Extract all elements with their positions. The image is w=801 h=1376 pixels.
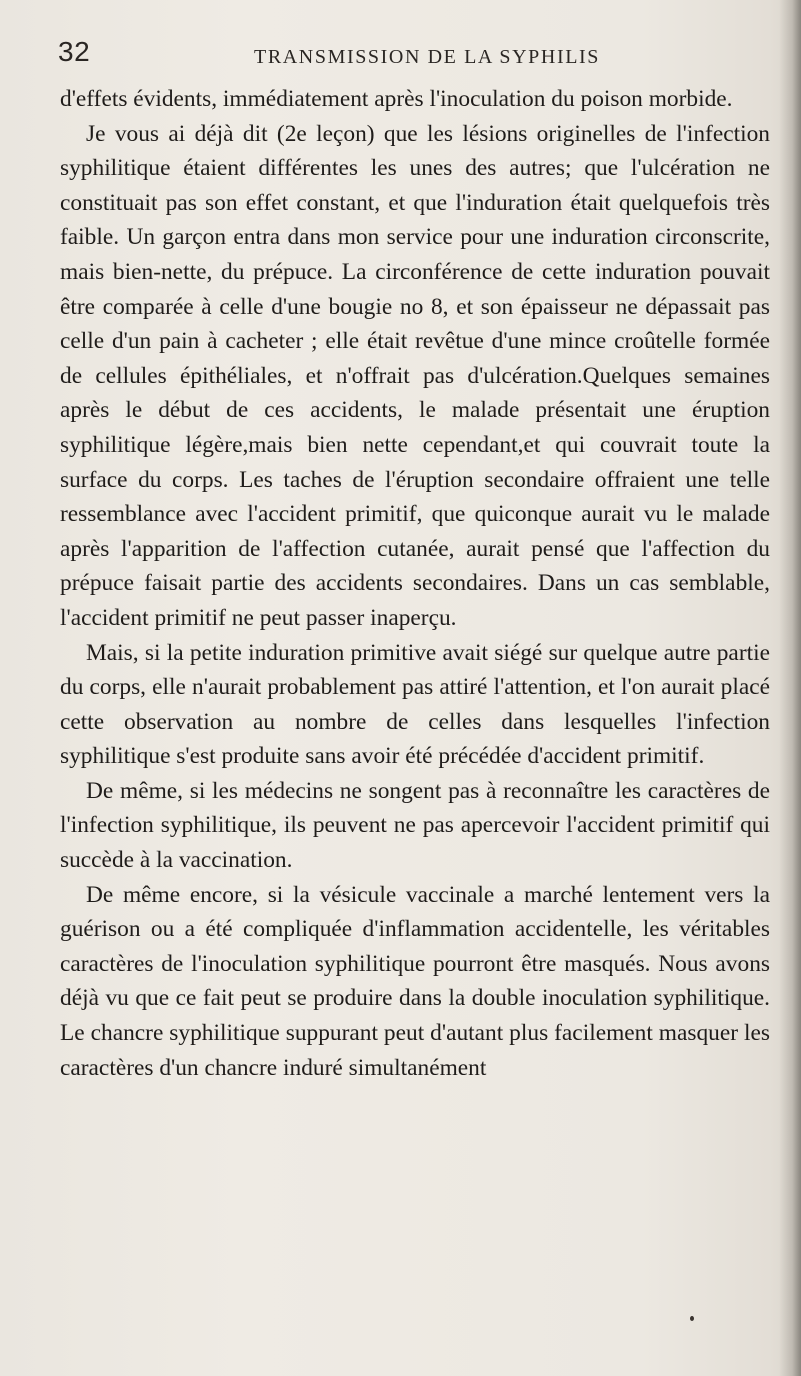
body-text bbox=[60, 82, 770, 1085]
paragraph: De même encore, si la vésicule vaccinale a marché lentement vers la guérison ou a été compliquée d'inflammation accidentelle, les véritables caractères de l'inoculation syphilitique pourront être masqués. Nous avons déjà vu que ce fait peut se produire dans la double inoculation syphilitique. Le chancre syphilitique suppurant peut d'autant plus facilement masquer les caractères d'un chancre induré simultanément bbox=[60, 881, 770, 1081]
page-number: 32 bbox=[58, 36, 91, 67]
paragraph: De même, si les médecins ne songent pas à reconnaître les caractères de l'infection syphilitique, ils peuvent ne pas apercevoir l'accident primitif qui succède à la vaccination. bbox=[60, 777, 770, 874]
page-header bbox=[58, 36, 778, 76]
ink-speck bbox=[690, 1316, 694, 1321]
paragraph: Mais, si la petite induration primitive avait siégé sur quelque autre partie du corps, elle n'aurait probablement pas attiré l'attention, et l'on aurait placé cette observation au nombre de celles dans lesquelles l'infection syphilitique s'est produite sans avoir été précédée d'accident primitif. bbox=[60, 639, 770, 770]
running-head: TRANSMISSION DE LA SYPHILIS bbox=[254, 46, 601, 68]
page-edge-shadow bbox=[779, 0, 801, 1376]
paragraph-continuation: d'effets évidents, immédiatement après l'inoculation du poison morbide. bbox=[60, 86, 733, 112]
paragraph: Je vous ai déjà dit (2e leçon) que les lésions originelles de l'infection syphilitique étaient différentes les unes des autres; que l'ulcération ne constituait pas son effet constant, et que l'induration était quelquefois très faible. Un garçon entra dans mon service pour une induration circonscrite, mais bien-nette, du prépuce. La circonférence de cette induration pouvait être comparée à celle d'une bougie no 8, et son épaisseur ne dépassait pas celle d'un pain à cacheter ; elle était revêtue d'une mince croûtelle formée de cellules épithéliales, et n'offrait pas d'ulcération.Quelques semaines après le début de ces accidents, le malade présentait une éruption syphilitique légère,mais bien nette cependant,et qui couvrait toute la surface du corps. Les taches de l'éruption secondaire offraient une telle ressemblance avec l'accident primitif, que quiconque aurait vu le malade après l'apparition de l'affection cutanée, aurait pensé que l'affection du prépuce faisait partie des accidents secondaires. Dans un cas semblable, l'accident primitif ne peut passer inaperçu. bbox=[60, 120, 770, 631]
